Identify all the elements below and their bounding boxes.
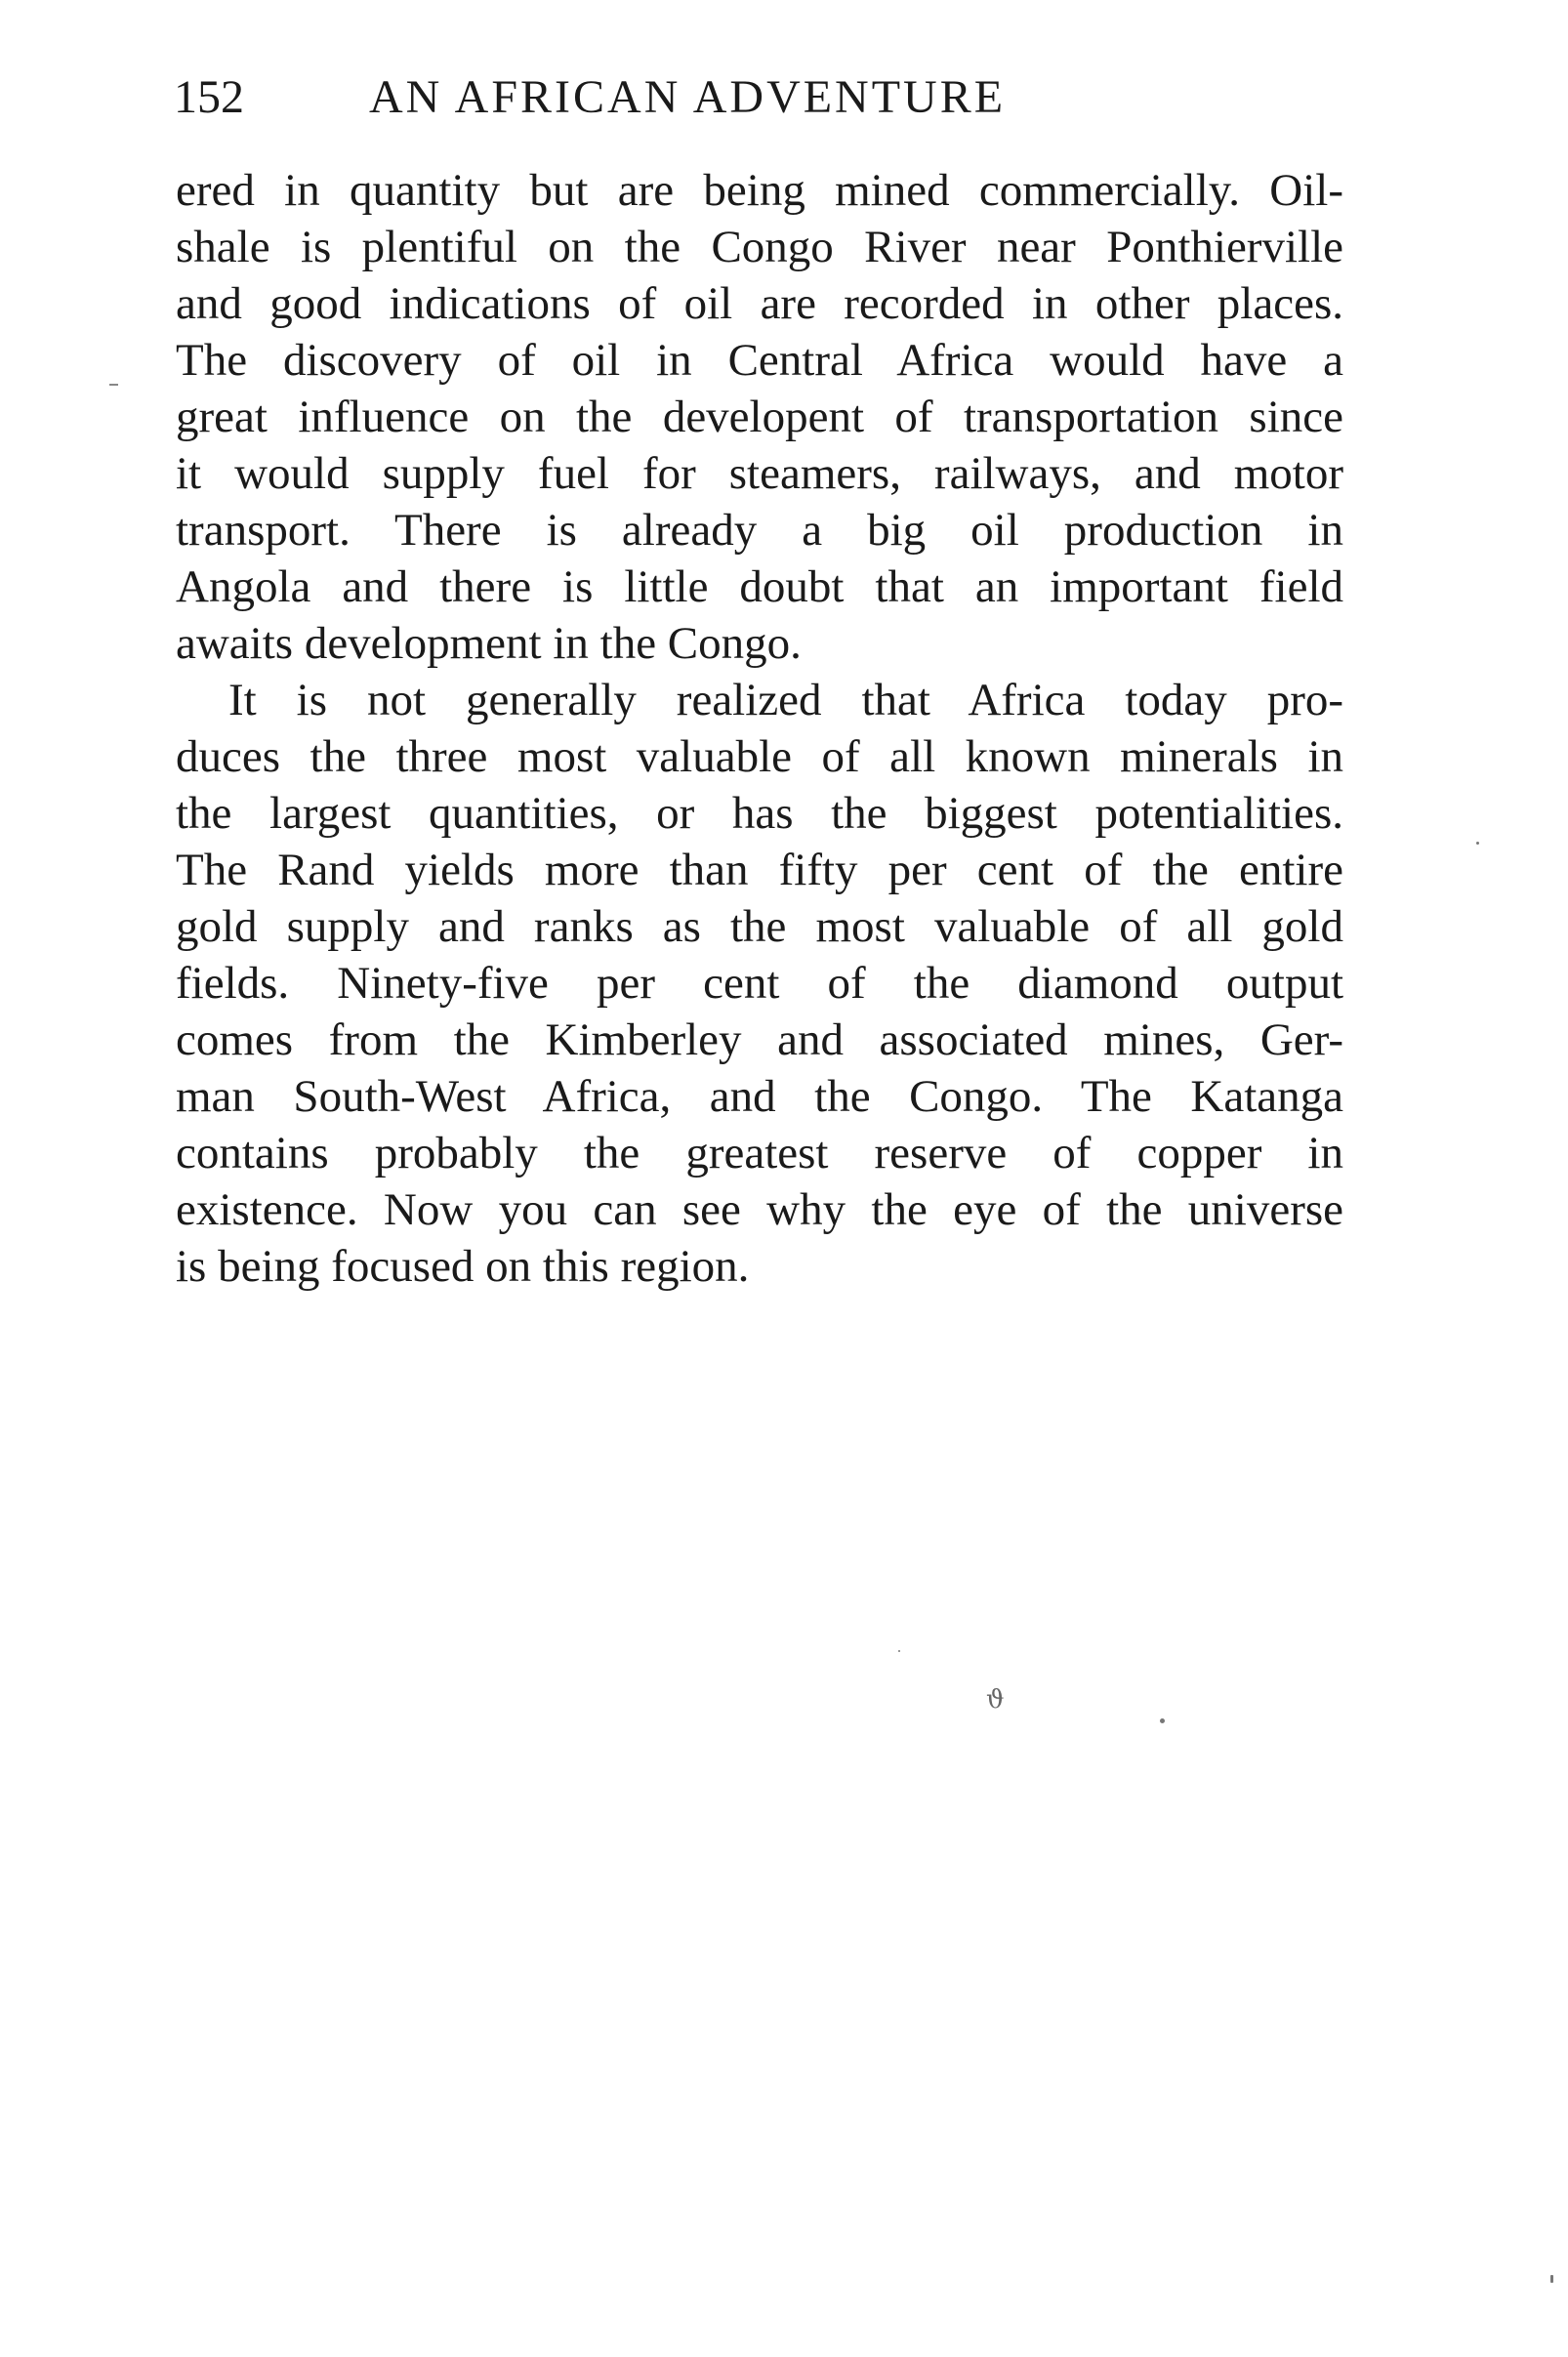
scan-speck: [1160, 1718, 1165, 1723]
text-line: awaits development in the Congo.: [176, 618, 802, 669]
ink-blot-mark: ϑ: [986, 1685, 1005, 1715]
text-line: The discovery of oil in Central Africa would have a: [176, 335, 1343, 386]
paragraph-2: [176, 672, 1343, 1295]
running-head: [174, 66, 1170, 129]
paragraph-1: [176, 162, 1343, 672]
text-line: gold supply and ranks as the most valuable of all gold: [176, 901, 1343, 952]
text-line: Angola and there is little doubt that an important field: [176, 561, 1343, 612]
body-text: [176, 162, 1343, 1295]
margin-mark: [109, 384, 118, 386]
text-line: it would supply fuel for steamers, railways, and motor: [176, 448, 1343, 499]
text-line: is being focused on this region.: [176, 1241, 750, 1292]
book-title: AN AFRICAN ADVENTURE: [369, 71, 1007, 123]
text-line: great influence on the developent of transportation since: [176, 392, 1343, 442]
text-line: The Rand yields more than fifty per cent of the entire: [176, 845, 1343, 895]
scan-speck: [1476, 842, 1479, 845]
scan-speck: [1550, 2275, 1553, 2283]
text-line: contains probably the greatest reserve of copper in: [176, 1128, 1343, 1178]
text-line: existence. Now you can see why the eye of the universe: [176, 1184, 1343, 1235]
text-line: ered in quantity but are being mined commercially. Oil-: [176, 165, 1343, 216]
text-line: duces the three most valuable of all known minerals in: [176, 731, 1343, 782]
text-line: transport. There is already a big oil production in: [176, 505, 1343, 556]
text-line: man South-West Africa, and the Congo. The Katanga: [176, 1071, 1343, 1122]
page-number: 152: [174, 71, 244, 123]
scan-speck: [898, 1650, 900, 1652]
text-line: and good indications of oil are recorded in other places.: [176, 278, 1343, 329]
text-line: shale is plentiful on the Congo River near Ponthierville: [176, 222, 1343, 272]
text-line: the largest quantities, or has the biggest potentialities.: [176, 788, 1343, 839]
text-line: comes from the Kimberley and associated mines, Ger-: [176, 1014, 1343, 1065]
text-line: fields. Ninety-five per cent of the diamond output: [176, 958, 1343, 1009]
text-line: It is not generally realized that Africa today pro-: [228, 675, 1343, 725]
